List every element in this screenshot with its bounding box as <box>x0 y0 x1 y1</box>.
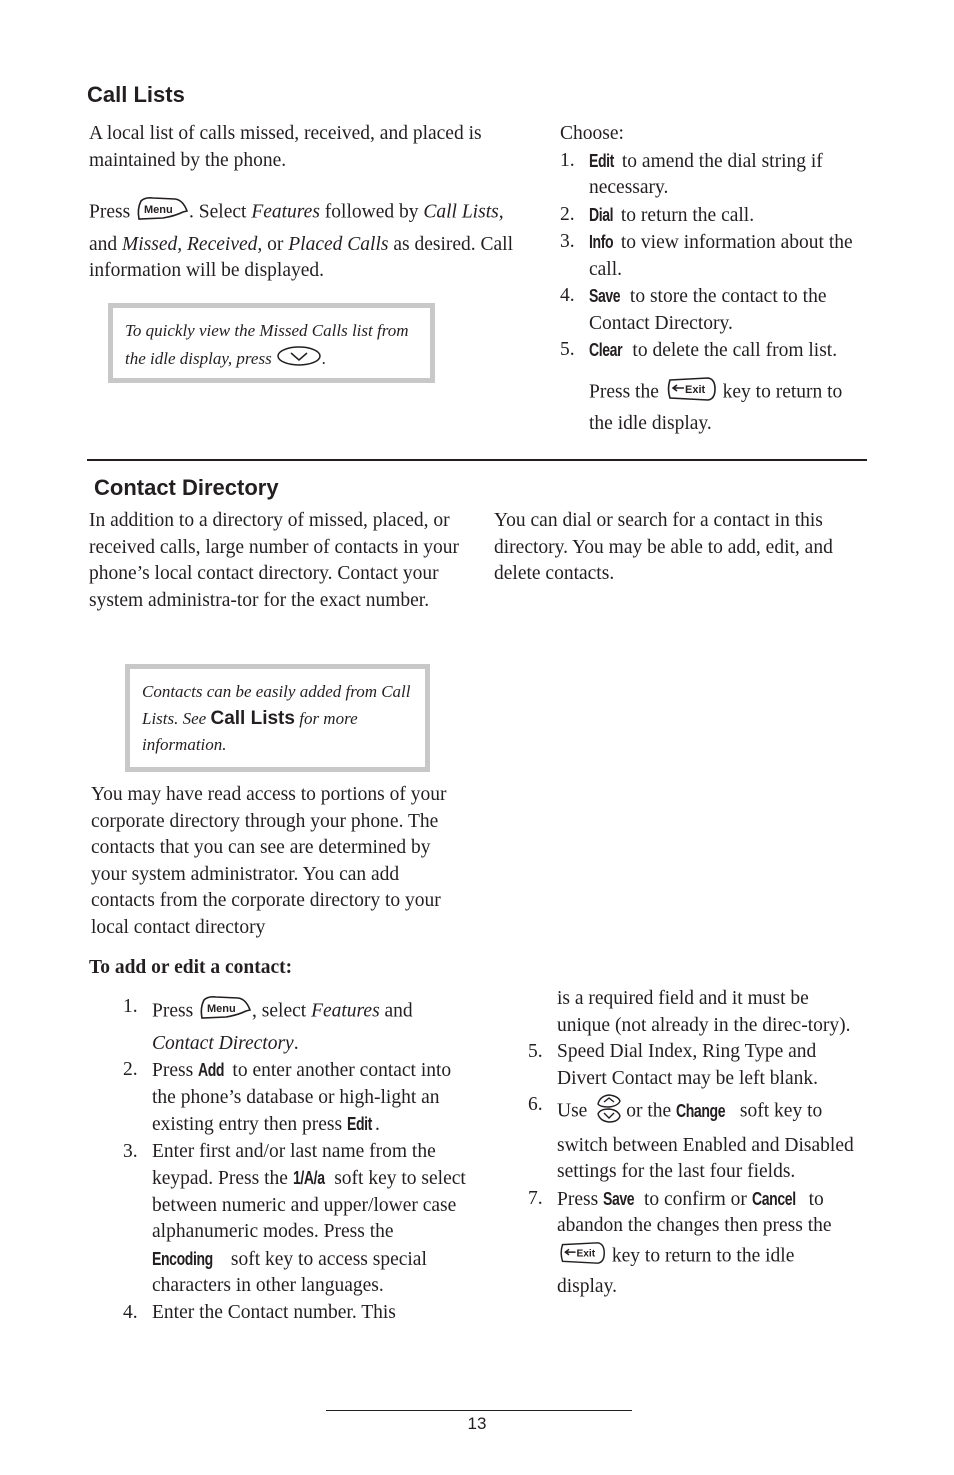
contact-directory-intro: In addition to a directory of missed, placed, or received calls, large number of contacts in your phone’s local contact directory. Contact your system administra-tor for the exact number. <box>89 510 459 611</box>
info-soft-key: Info <box>589 232 614 252</box>
menu-key-icon <box>135 195 189 232</box>
call-option-item: 4. Save to store the contact to the Contact Directory. <box>560 285 827 334</box>
call-lists-reference: Call Lists <box>210 707 295 729</box>
add-contact-steps-right <box>528 986 858 1301</box>
svg-text:Exit: Exit <box>684 383 705 396</box>
call-lists-left-column <box>89 121 514 306</box>
down-arrow-key-icon <box>276 345 322 376</box>
exit-key-icon <box>557 1240 607 1275</box>
add-soft-key: Add <box>198 1060 225 1080</box>
save-soft-key: Save <box>603 1188 635 1209</box>
step-item: 5. Speed Dial Index, Ring Type and Divert Contact may be left blank. <box>528 1041 819 1089</box>
exit-key-icon <box>664 375 718 412</box>
up-down-navigation-key-icon <box>592 1092 626 1133</box>
step-item: 7. Press Save to confirm or Cancel to abandon the changes then press the Exit key to return to the idle display. <box>528 1187 832 1297</box>
call-option-item: 5. Clear to delete the call from list. <box>560 337 870 365</box>
call-option-item: 3. Info to view information about the call. <box>560 231 853 280</box>
missed-calls-tip-box: To quickly view the Missed Calls list from the idle display, press . <box>108 303 435 383</box>
save-soft-key: Save <box>589 286 621 306</box>
step-item: 1. Press Menu , select Features and Contact Directory. <box>123 996 413 1054</box>
svg-text:Exit: Exit <box>576 1248 596 1260</box>
step-item: 4. Enter the Contact number. This <box>123 1301 396 1323</box>
call-option-item: 1. Edit to amend the dial string if necessary. <box>560 149 823 198</box>
mode-soft-key: 1/A/a <box>292 1168 325 1188</box>
change-soft-key: Change <box>676 1100 726 1121</box>
clear-soft-key: Clear <box>589 340 623 360</box>
dial-soft-key: Dial <box>589 204 614 225</box>
contact-directory-right-intro: You can dial or search for a contact in this directory. You may be able to add, edit, and delete contacts. <box>494 510 833 584</box>
corporate-directory-paragraph: You may have read access to portions of your corporate directory through your phone. The contacts that you can see are determined by your system administrator. You can add contacts from the corporate directory to your local contact directory <box>91 784 447 938</box>
call-lists-heading: Call Lists <box>87 82 185 107</box>
edit-soft-key: Edit <box>346 1114 372 1134</box>
edit-soft-key: Edit <box>589 150 614 171</box>
step-item: 3. Enter first and/or last name from the keypad. Press the 1/A/a soft key to select between numeric and upper/lower case alphanumeric modes. Press the Encoding soft key to access special characters in other languages. <box>123 1140 466 1296</box>
contact-directory-heading: Contact Directory <box>94 475 279 500</box>
svg-text:Menu: Menu <box>144 204 173 216</box>
footer-rule <box>326 1410 632 1411</box>
encoding-soft-key: Encoding <box>152 1248 213 1269</box>
return-idle-text: Press the Exit key to return to the idle display. <box>560 375 870 438</box>
call-option-item: 2. Dial to return the call. <box>560 202 870 230</box>
call-lists-right-column <box>560 121 870 438</box>
step-item: 6. Use or the Change soft key to switch between Enabled and Disabled settings for the last four fields. <box>528 1094 854 1182</box>
call-lists-instructions: Press Menu . Select Features followed by Call Lists, and Missed, Received, or Placed Calls as desired. Call information will be displayed. <box>89 195 514 285</box>
add-edit-contact-heading: To add or edit a contact: <box>89 957 293 978</box>
page-number: 13 <box>467 1414 487 1433</box>
call-options-list <box>560 148 870 365</box>
section-divider <box>87 459 867 461</box>
step-item: 2. Press Add to enter another contact into the phone’s database or high-light an existing entry then press Edit . <box>123 1057 468 1139</box>
contacts-tip-box: Contacts can be easily added from Call Lists. See Call Lists for more information. <box>125 664 430 772</box>
call-lists-intro: A local list of calls missed, received, and placed is maintained by the phone. <box>89 123 482 171</box>
cancel-soft-key: Cancel <box>751 1188 796 1209</box>
svg-text:Menu: Menu <box>207 1003 236 1015</box>
choose-label: Choose: <box>560 123 624 144</box>
step4-continuation: is a required field and it must be unique (not already in the direc-tory). <box>557 988 851 1036</box>
menu-key-icon <box>198 994 252 1031</box>
add-contact-steps-left <box>123 994 468 1326</box>
